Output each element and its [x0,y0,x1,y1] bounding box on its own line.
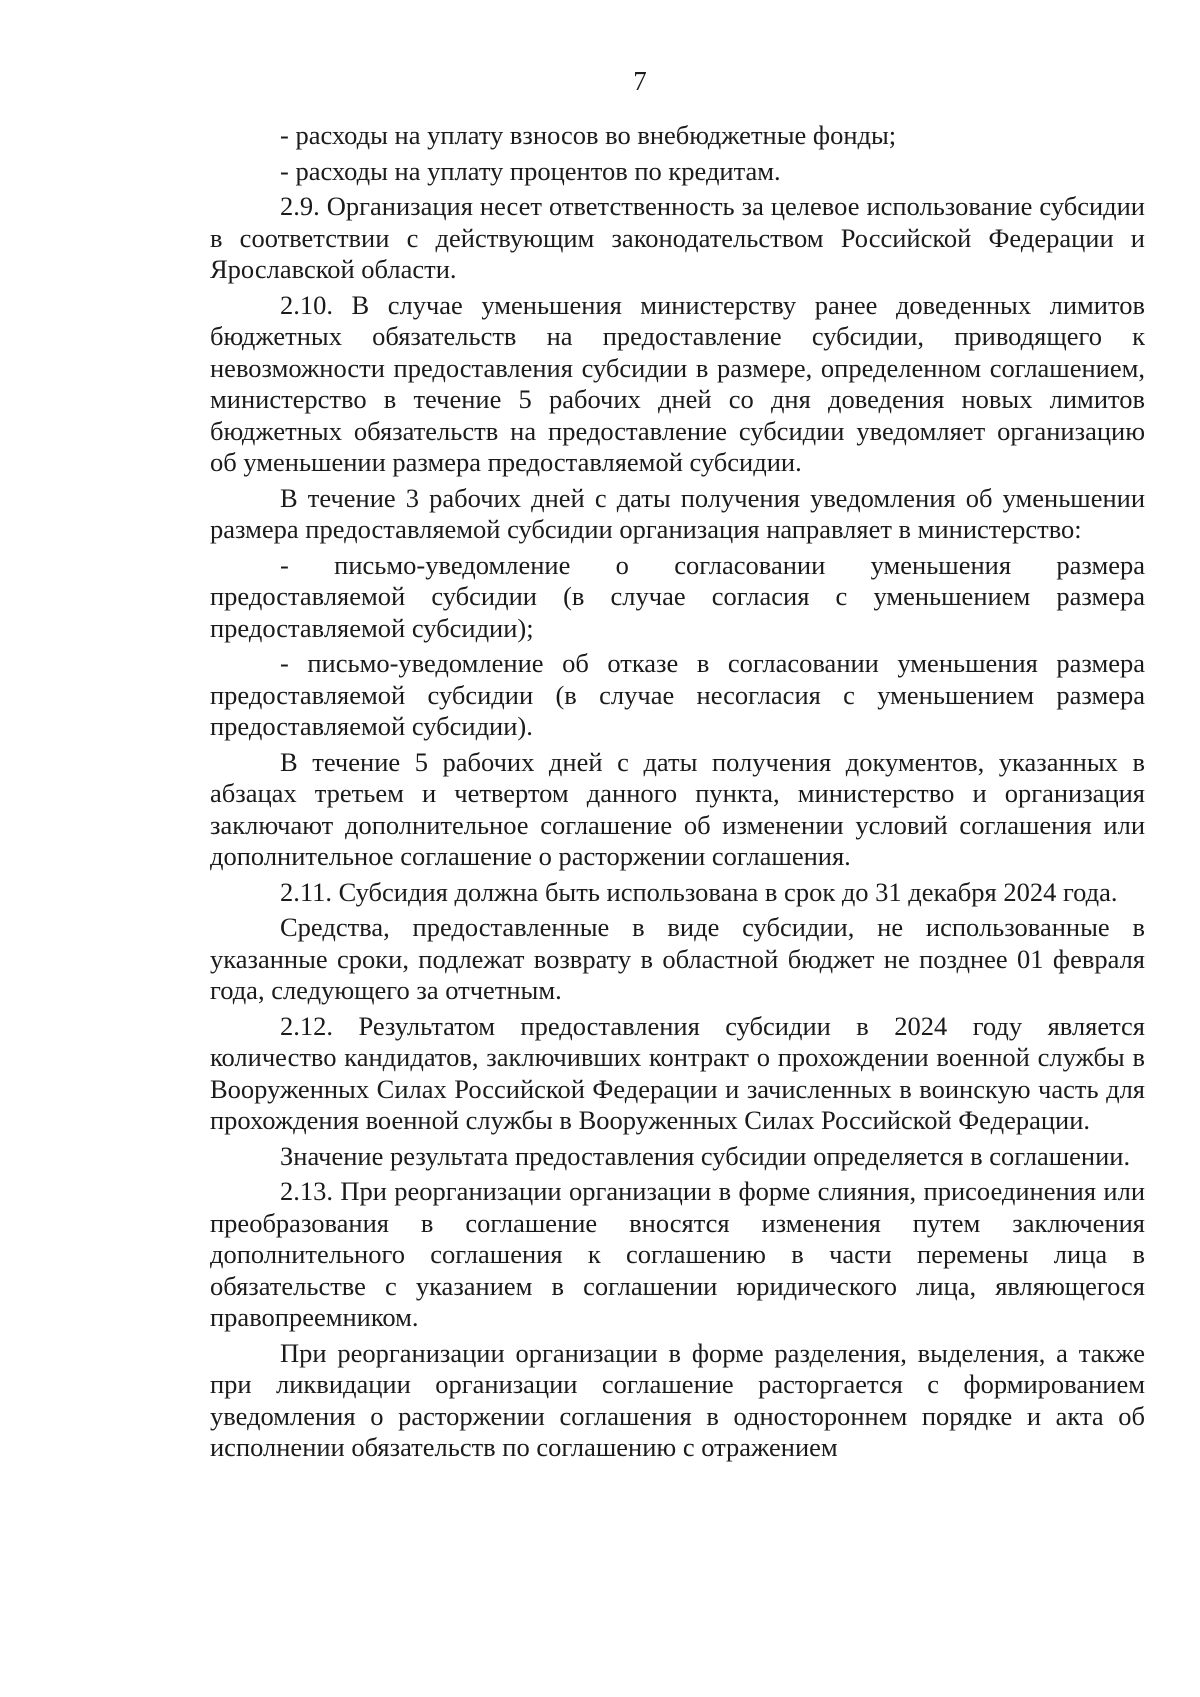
paragraph-2-12: 2.12. Результатом предоставления субсидии в 2024 году является количество кандидатов, заключивших контракт о прохождении военной службы в Вооруженных Силах Российской Федерации и зачисленных в воинскую часть для прохождения военной службы в Вооруженных Силах Российской Федерации. [210,1010,1145,1135]
paragraph-expense-contributions: - расходы на уплату взносов во внебюджетные фонды; [280,120,897,150]
paragraph-unused-funds: Средства, предоставленные в виде субсидии, не использованные в указанные сроки, подлежат возврату в областной бюджет не позднее 01 февраля года, следующего за отчетным. [210,912,1145,1005]
paragraph-reorganization-liquidation: При реорганизации организации в форме разделения, выделения, а также при ликвидации организации соглашение расторгается с формированием уведомления о расторжении соглашения в одностороннем порядке и акта об исполнении обязательств по соглашению с отражением [210,1337,1145,1462]
paragraph-2-11: 2.11. Субсидия должна быть использована в срок до 31 декабря 2024 года. [280,876,1118,907]
paragraph-expense-interest: - расходы на уплату процентов по кредитам. [280,155,781,186]
document-body [210,120,1145,1468]
paragraph-refusal-letter: - письмо-уведомление об отказе в согласовании уменьшения размера предоставляемой субсидии (в случае несогласия с уменьшением размера предоставляемой субсидии). [210,648,1145,741]
page-number: 7 [633,66,647,96]
paragraph-result-value: Значение результата предоставления субсидии определяется в соглашении. [280,1140,1131,1171]
paragraph-2-9: 2.9. Организация несет ответственность за целевое использование субсидии в соответствии с действующим законодательством Российской Федерации и Ярославской области. [210,191,1145,284]
paragraph-2-10: 2.10. В случае уменьшения министерству ранее доведенных лимитов бюджетных обязательств на предоставление субсидии, приводящего к невозможности предоставления субсидии в размере, определенном соглашением, министерство в течение 5 рабочих дней со дня доведения новых лимитов бюджетных обязательств на предоставление субсидии уведомляет организацию об уменьшении размера предоставляемой субсидии. [210,289,1145,477]
paragraph-3-days-notice: В течение 3 рабочих дней с даты получения уведомления об уменьшении размера предоставляемой субсидии организация направляет в министерство: [210,482,1145,544]
paragraph-agreement-letter: - письмо-уведомление о согласовании уменьшения размера предоставляемой субсидии (в случае согласия с уменьшением размера предоставляемой субсидии); [210,549,1145,643]
paragraph-5-days-supplementary: В течение 5 рабочих дней с даты получения документов, указанных в абзацах третьем и четвертом данного пункта, министерство и организация заключают дополнительное соглашение об изменении условий соглашения или дополнительное соглашение о расторжении соглашения. [210,746,1145,871]
paragraph-2-13: 2.13. При реорганизации организации в форме слияния, присоединения или преобразования в соглашение вносятся изменения путем заключения дополнительного соглашения к соглашению в части перемены лица в обязательстве с указанием в соглашении юридического лица, являющегося правопреемником. [210,1176,1145,1332]
